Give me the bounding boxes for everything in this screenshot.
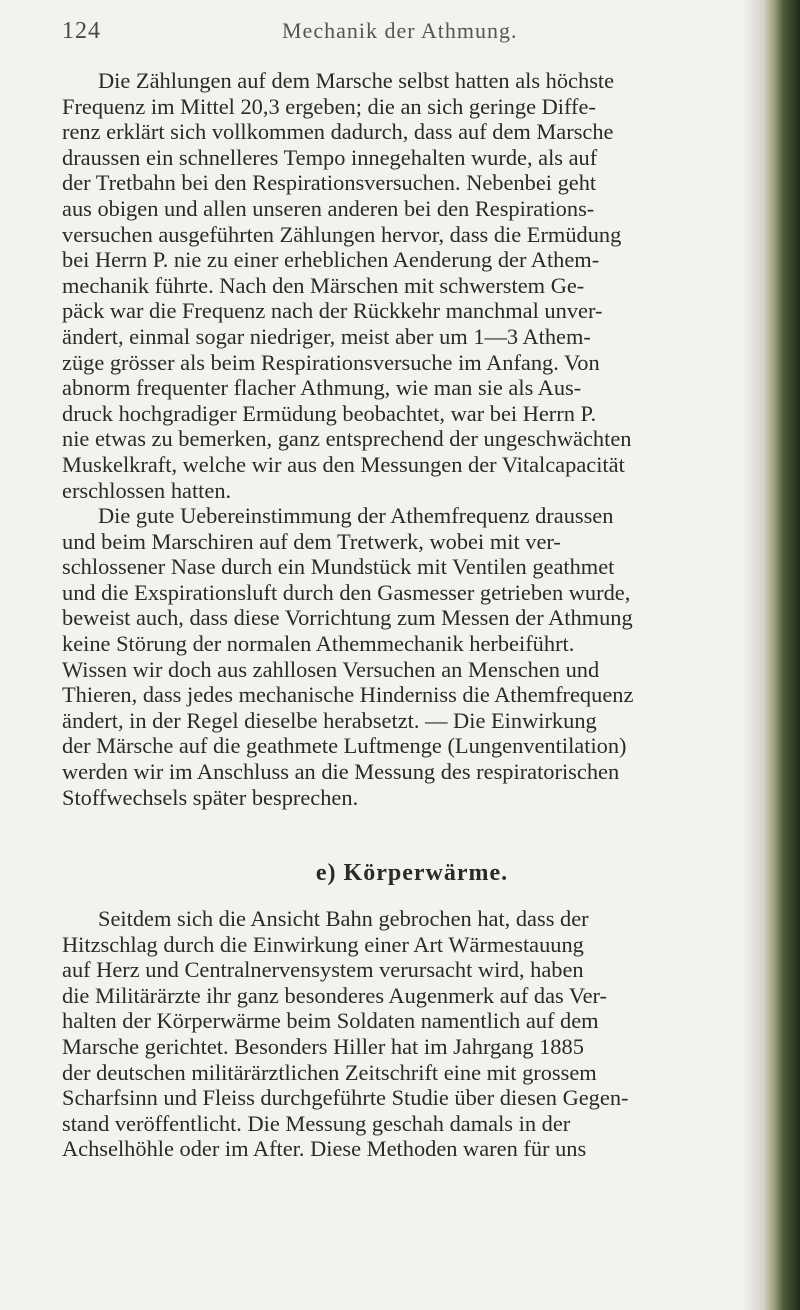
body-text-lower <box>62 906 762 1162</box>
text-line: stand veröffentlicht. Die Messung geschah damals in der <box>62 1110 571 1136</box>
text-line: Seitdem sich die Ansicht Bahn gebrochen hat, dass der <box>98 906 589 931</box>
text-line: Wissen wir doch aus zahllosen Versuchen an Menschen und <box>62 656 600 682</box>
page-number: 124 <box>62 18 101 44</box>
text-line: erschlossen hatten. <box>62 477 232 503</box>
text-line: aus obigen und allen unseren anderen bei den Respirations- <box>62 195 595 221</box>
text-line: Stoffwechsels später besprechen. <box>62 784 359 810</box>
text-line: draussen ein schnelleres Tempo innegehalten wurde, als auf <box>62 144 598 170</box>
book-spine-edge <box>764 0 800 1310</box>
running-head: Mechanik der Athmung. <box>282 18 518 43</box>
text-line: bei Herrn P. nie zu einer erheblichen Aenderung der Athem- <box>62 247 600 273</box>
text-line: die Militärärzte ihr ganz besonderes Augenmerk auf das Ver- <box>62 982 608 1008</box>
text-line: druck hochgradiger Ermüdung beobachtet, war bei Herrn P. <box>62 400 597 426</box>
text-line: halten der Körperwärme beim Soldaten namentlich auf dem <box>62 1008 599 1034</box>
text-line: versuchen ausgeführten Zählungen hervor, dass die Ermüdung <box>62 221 622 247</box>
text-line: werden wir im Anschluss an die Messung des respiratorischen <box>62 759 620 785</box>
text-line: schlossener Nase durch ein Mundstück mit Ventilen geathmet <box>62 554 615 580</box>
text-line: auf Herz und Centralnervensystem verursacht wird, haben <box>62 957 584 983</box>
text-line: Hitzschlag durch die Einwirkung einer Art Wärmestauung <box>62 931 584 957</box>
text-line: Achselhöhle oder im After. Diese Methoden waren für uns <box>62 1136 587 1162</box>
section-heading: e) Körperwärme. <box>315 860 509 886</box>
paragraph-3 <box>62 906 762 1162</box>
text-line: und die Exspirationsluft durch den Gasmesser getrieben wurde, <box>62 579 631 605</box>
text-line: der Märsche auf die geathmete Luftmenge (Lungenventilation) <box>62 733 627 759</box>
text-line: Die gute Uebereinstimmung der Athemfrequenz draussen <box>98 503 614 529</box>
page-header <box>62 18 682 48</box>
paragraph-1 <box>62 68 762 503</box>
text-line: nie etwas zu bemerken, ganz entsprechend der ungeschwächten <box>62 426 632 452</box>
text-line: Muskelkraft, welche wir aus den Messungen der Vitalcapacität <box>62 451 625 477</box>
text-line: Frequenz im Mittel 20,3 ergeben; die an sich geringe Diffe- <box>62 93 596 119</box>
text-line: ändert, einmal sogar niedriger, meist aber um 1—3 Athem- <box>62 323 591 349</box>
paragraph-2 <box>62 503 762 810</box>
text-line: abnorm frequenter flacher Athmung, wie man sie als Aus- <box>62 375 582 401</box>
body-text-upper <box>62 68 762 810</box>
text-line: Scharfsinn und Fleiss durchgeführte Studie über diesen Gegen- <box>62 1085 629 1111</box>
text-line: beweist auch, dass diese Vorrichtung zum Messen der Athmung <box>62 605 633 631</box>
text-line: mechanik führte. Nach den Märschen mit schwerstem Ge- <box>62 272 585 298</box>
text-line: züge grösser als beim Respirationsversuche im Anfang. Von <box>62 349 600 375</box>
text-line: keine Störung der normalen Athemmechanik herbeiführt. <box>62 631 575 657</box>
text-line: renz erklärt sich vollkommen dadurch, dass auf dem Marsche <box>62 119 614 145</box>
text-line: Thieren, dass jedes mechanische Hinderniss die Athemfrequenz <box>62 682 634 708</box>
text-line: und beim Marschiren auf dem Tretwerk, wobei mit ver- <box>62 528 561 554</box>
text-line: der Tretbahn bei den Respirationsversuchen. Nebenbei geht <box>62 170 597 196</box>
text-line: ändert, in der Regel dieselbe herabsetzt. — Die Einwirkung <box>62 707 597 733</box>
text-line: der deutschen militärärztlichen Zeitschrift eine mit grossem <box>62 1059 597 1085</box>
text-line: päck war die Frequenz nach der Rückkehr manchmal unver- <box>62 298 603 324</box>
text-line: Die Zählungen auf dem Marsche selbst hatten als höchste <box>98 68 615 93</box>
text-line: Marsche gerichtet. Besonders Hiller hat im Jahrgang 1885 <box>62 1033 584 1059</box>
